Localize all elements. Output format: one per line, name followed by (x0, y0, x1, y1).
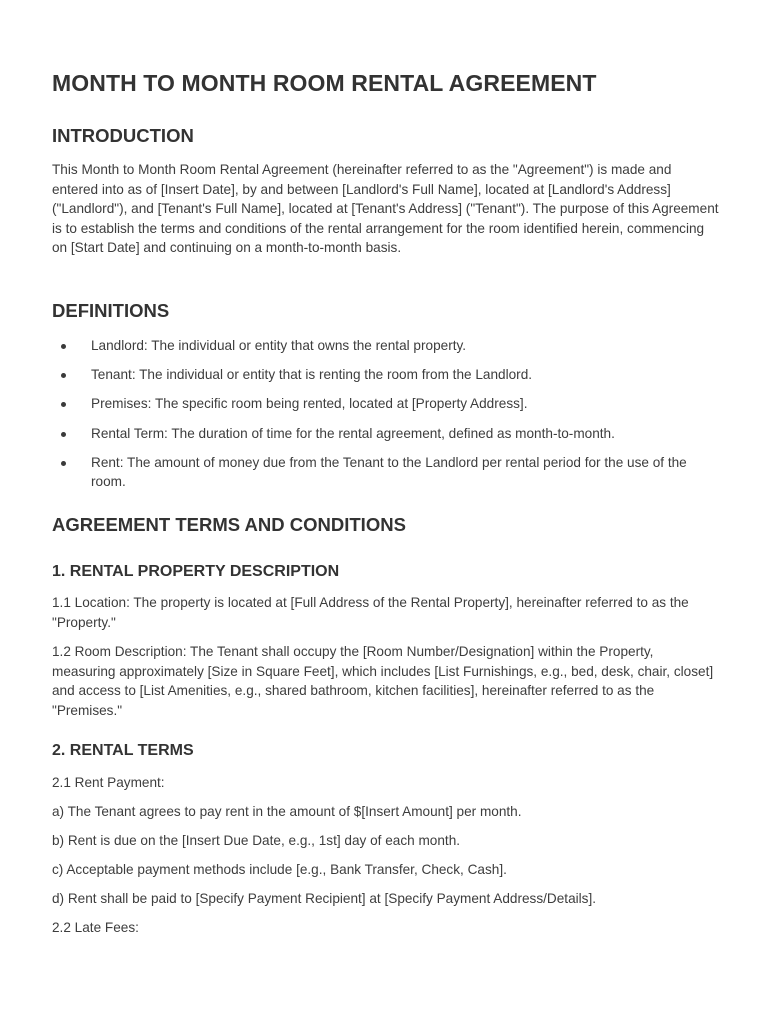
definition-item-rental-term (52, 424, 720, 444)
definition-text: Landlord: The individual or entity that owns the rental property. (91, 338, 467, 353)
definition-item-landlord (52, 336, 720, 356)
section-1-1-paragraph: 1.1 Location: The property is located at [Full Address of the Rental Property], hereinafter referred to as the "Property." (52, 595, 689, 630)
rent-payment-label: 2.1 Rent Payment: (52, 775, 165, 790)
bullet-icon (61, 344, 66, 349)
section-2-heading: 2. RENTAL TERMS (52, 742, 194, 759)
late-fees-label: 2.2 Late Fees: (52, 920, 139, 935)
definition-text: Rent: The amount of money due from the Tenant to the Landlord per rental period for the use of the room. (91, 454, 687, 490)
definitions-heading: DEFINITIONS (52, 300, 170, 321)
rent-clause-d: d) Rent shall be paid to [Specify Payment Recipient] at [Specify Payment Address/Details]. (52, 891, 597, 906)
bullet-icon (61, 402, 66, 407)
definition-item-premises (52, 394, 720, 414)
introduction-paragraph: This Month to Month Room Rental Agreement (hereinafter referred to as the "Agreement") is made and entered into as of [Insert Date], by and between [Landlord's Full Name], located at [Landlord's Address] ("Landlord"), and [Tenant's Full Name], located at [Tenant's Address] ("Tenant"). The purpose of this Agreement is to establish the terms and conditions of the rental arrangement for the room identified herein, commencing on [Start Date] and continuing on a month-to-month basis. (52, 162, 719, 255)
section-1-2-paragraph: 1.2 Room Description: The Tenant shall occupy the [Room Number/Designation] within the Property, measuring approximately [Size in Square Feet], which includes [List Furnishings, e.g., bed, desk, chair, closet] and access to [List Amenities, e.g., shared bathroom, kitchen facilities], hereinafter referred to as the "Premises." (52, 644, 714, 718)
rent-clause-c: c) Acceptable payment methods include [e.g., Bank Transfer, Check, Cash]. (52, 862, 507, 877)
bullet-icon (61, 373, 66, 378)
bullet-icon (61, 432, 66, 437)
definition-item-rent (52, 453, 720, 492)
rent-clause-a: a) The Tenant agrees to pay rent in the amount of $[Insert Amount] per month. (52, 804, 522, 819)
rent-clause-b: b) Rent is due on the [Insert Due Date, e.g., 1st] day of each month. (52, 833, 461, 848)
bullet-icon (61, 461, 66, 466)
definition-text: Tenant: The individual or entity that is renting the room from the Landlord. (91, 367, 533, 383)
introduction-heading: INTRODUCTION (52, 125, 194, 146)
definitions-list (52, 336, 720, 501)
terms-heading: AGREEMENT TERMS AND CONDITIONS (52, 514, 406, 535)
section-1-heading: 1. RENTAL PROPERTY DESCRIPTION (52, 563, 340, 580)
definition-item-tenant (52, 365, 720, 385)
definition-text: Premises: The specific room being rented, located at [Property Address]. (91, 396, 528, 412)
document-title: MONTH TO MONTH ROOM RENTAL AGREEMENT (52, 70, 597, 96)
definition-text: Rental Term: The duration of time for the rental agreement, defined as month-to-month. (91, 425, 615, 441)
